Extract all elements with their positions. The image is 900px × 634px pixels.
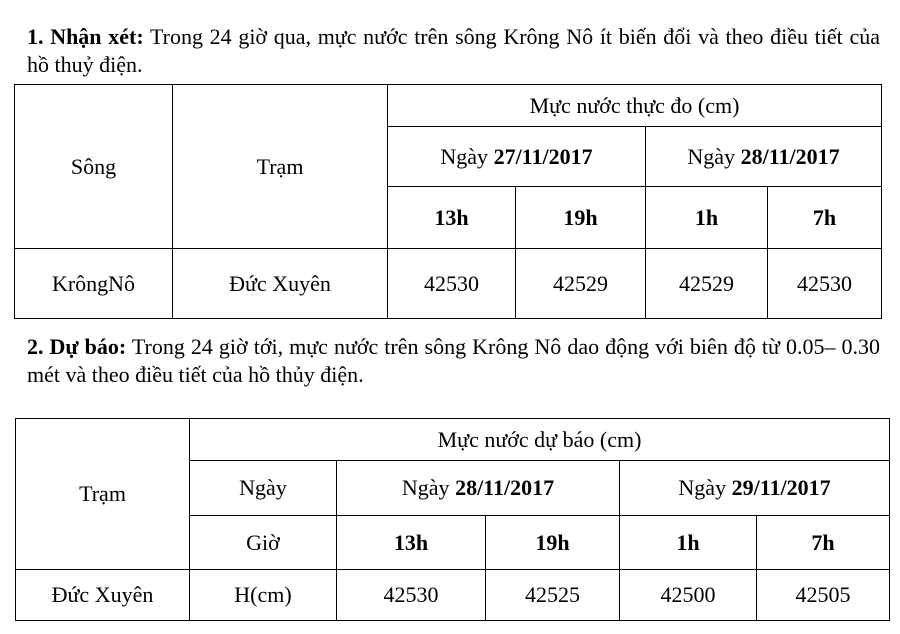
header-day-2: Ngày 29/11/2017	[620, 461, 890, 516]
header-day-1: Ngày 28/11/2017	[337, 461, 620, 516]
table-row	[16, 570, 890, 621]
measured-water-level-table	[14, 84, 882, 319]
forecast-text: Trong 24 giờ tới, mực nước trên sông Krông Nô dao động với biên độ từ 0.05– 0.30 mét và theo điều tiết của hồ thủy điện.	[27, 334, 880, 387]
header-measured-level: Mực nước thực đo (cm)	[388, 85, 882, 127]
header-tram: Trạm	[173, 85, 388, 249]
label-ngay: Ngày	[190, 461, 337, 516]
forecast-water-level-table	[15, 418, 890, 621]
cell-tram: Đức Xuyên	[173, 249, 388, 319]
table-row	[15, 249, 882, 319]
observation-heading: 1. Nhận xét:	[27, 24, 144, 49]
header-hour: 1h	[646, 187, 768, 249]
observation-text: Trong 24 giờ qua, mực nước trên sông Krông Nô ít biến đổi và theo điều tiết của hồ thuỷ điện.	[27, 24, 880, 77]
cell-value: 42530	[768, 249, 882, 319]
cell-value: 42505	[757, 570, 890, 621]
header-hour: 19h	[516, 187, 646, 249]
header-hour: 19h	[486, 516, 620, 570]
forecast-paragraph	[27, 333, 880, 389]
header-hour: 7h	[757, 516, 890, 570]
header-hour: 7h	[768, 187, 882, 249]
label-gio: Giờ	[190, 516, 337, 570]
cell-song: KrôngNô	[15, 249, 173, 319]
header-forecast-level: Mực nước dự báo (cm)	[190, 419, 890, 461]
header-day-1: Ngày 27/11/2017	[388, 127, 646, 187]
header-song: Sông	[15, 85, 173, 249]
cell-value: 42529	[646, 249, 768, 319]
cell-value: 42500	[620, 570, 757, 621]
header-day-2: Ngày 28/11/2017	[646, 127, 882, 187]
observation-paragraph	[27, 23, 880, 79]
header-hour: 13h	[337, 516, 486, 570]
header-hour: 1h	[620, 516, 757, 570]
cell-value: 42529	[516, 249, 646, 319]
forecast-heading: 2. Dự báo:	[27, 334, 127, 359]
header-hour: 13h	[388, 187, 516, 249]
cell-value: 42530	[337, 570, 486, 621]
header-tram: Trạm	[16, 419, 190, 570]
cell-tram: Đức Xuyên	[16, 570, 190, 621]
cell-value: 42530	[388, 249, 516, 319]
cell-unit: H(cm)	[190, 570, 337, 621]
cell-value: 42525	[486, 570, 620, 621]
